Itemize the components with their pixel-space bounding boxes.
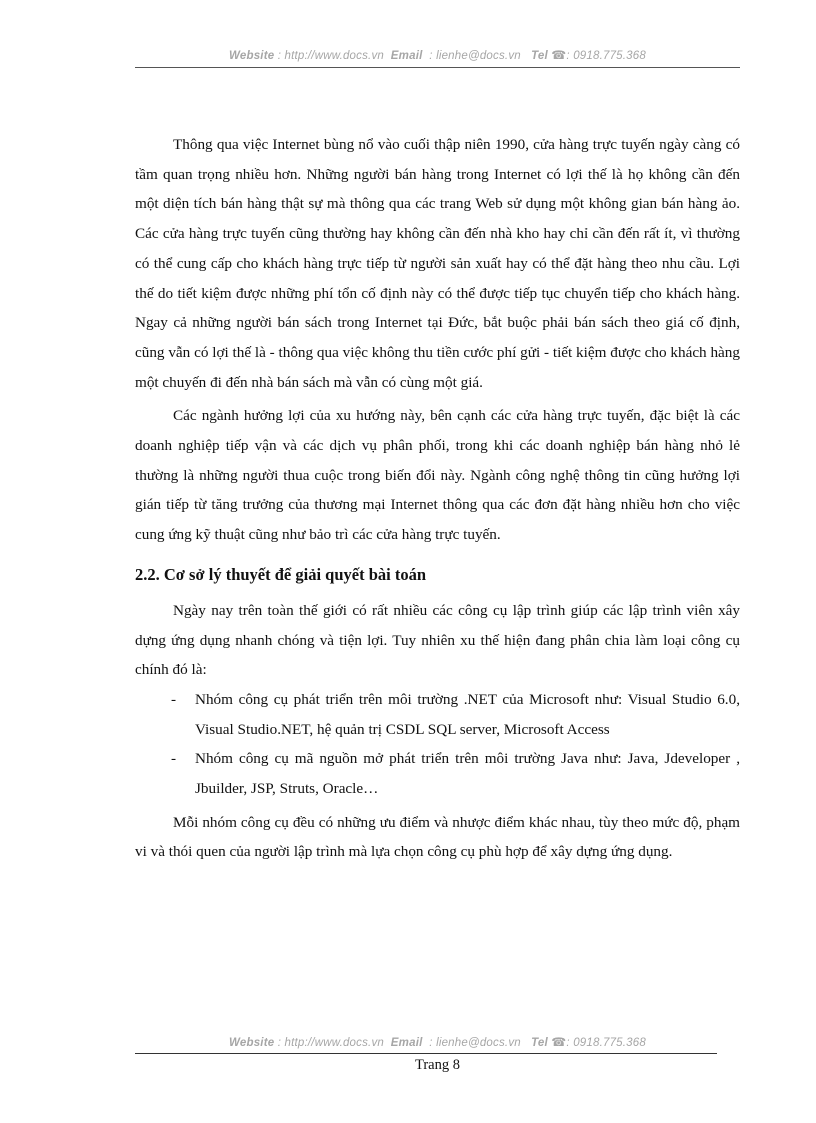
footer-email-label: Email [390,1037,423,1049]
footer-website-value: : http://www.docs.vn [277,1037,384,1049]
header-rule [135,67,740,68]
closing-paragraph: Mỗi nhóm công cụ đều có những ưu điểm và nhược điểm khác nhau, tùy theo mức độ, phạm vi và thói quen của người lập trình mà lựa chọn công cụ phù hợp để xây dựng ứng dụng. [135,813,740,861]
footer-tel-label: Tel [531,1037,548,1049]
phone-icon: ☎ [551,48,567,62]
page-content [135,130,740,867]
list-item [135,744,740,803]
footer-tel-value: : 0918.775.368 [566,1037,646,1049]
footer-email-value: : lienhe@docs.vn [429,1037,521,1049]
section-heading: 2.2. Cơ sở lý thuyết để giải quyết bài toán [135,564,427,584]
intro-paragraph: Ngày nay trên toàn thế giới có rất nhiều các công cụ lập trình giúp các lập trình viên xây dựng ứng dụng nhanh chóng và tiện lợi. Tuy nhiên xu thế hiện đang phân chia làm loại công cụ chính đó là: [135,601,740,679]
body-paragraph: Các ngành hưởng lợi của xu hướng này, bên cạnh các cửa hàng trực tuyến, đặc biệt là các doanh nghiệp tiếp vận và các dịch vụ phân phối, trong khi các doanh nghiệp bán hàng nhỏ lẻ thường là những người thua cuộc trong biến đổi này. Ngành công nghệ thông tin cũng hưởng lợi gián tiếp từ tăng trưởng của thương mại Internet thông qua các đơn đặt hàng nhiều hơn cho việc cung ứng kỹ thuật cũng như bảo trì các cửa hàng trực tuyến. [135,407,740,544]
footer-rule [135,1053,717,1054]
header-tel-value: : 0918.775.368 [566,50,646,62]
page-footer-contact [135,1035,740,1049]
page-number: Trang 8 [415,1057,460,1073]
header-email-value: : lienhe@docs.vn [429,50,521,62]
header-website-value: : http://www.docs.vn [277,50,384,62]
header-website-label: Website [229,50,275,62]
tool-group-list [135,685,740,804]
header-tel-label: Tel [531,50,548,62]
phone-icon: ☎ [551,1035,567,1049]
dash-bullet: - [171,750,177,768]
list-item-text: Nhóm công cụ mã nguồn mở phát triển trên môi trường Java như: Java, Jdeveloper , Jbuilder, JSP, Struts, Oracle… [195,750,740,798]
header-email-label: Email [390,50,423,62]
page-header [135,48,740,62]
list-item-text: Nhóm công cụ phát triển trên môi trường .NET của Microsoft như: Visual Studio 6.0, Visual Studio.NET, hệ quản trị CSDL SQL server, Microsoft Access [195,690,740,738]
footer-website-label: Website [229,1037,275,1049]
dash-bullet: - [171,690,177,708]
list-item [135,685,740,744]
body-paragraph: Thông qua việc Internet bùng nổ vào cuối thập niên 1990, cửa hàng trực tuyến ngày càng có tầm quan trọng nhiều hơn. Những người bán hàng trong Internet có lợi thế là họ không cần đến một diện tích bán hàng thật sự mà thông qua các trang Web sử dụng một không gian bán hàng ảo. Các cửa hàng trực tuyến cũng thường hay không cần đến nhà kho hay chỉ cần đến rất ít, vì thường có thể cung cấp cho khách hàng trực tiếp từ người sản xuất hay có thể đặt hàng theo nhu cầu. Lợi thế do tiết kiệm được những phí tổn cố định này có thể được tiếp tục chuyển tiếp cho khách hàng. Ngay cả những người bán sách trong Internet tại Đức, bắt buộc phải bán sách theo giá cố định, cũng vẫn có lợi thế là - thông qua việc không thu tiền cước phí gửi - tiết kiệm được cho khách hàng một chuyến đi đến nhà bán sách mà vẫn có cùng một giá. [135,136,740,391]
